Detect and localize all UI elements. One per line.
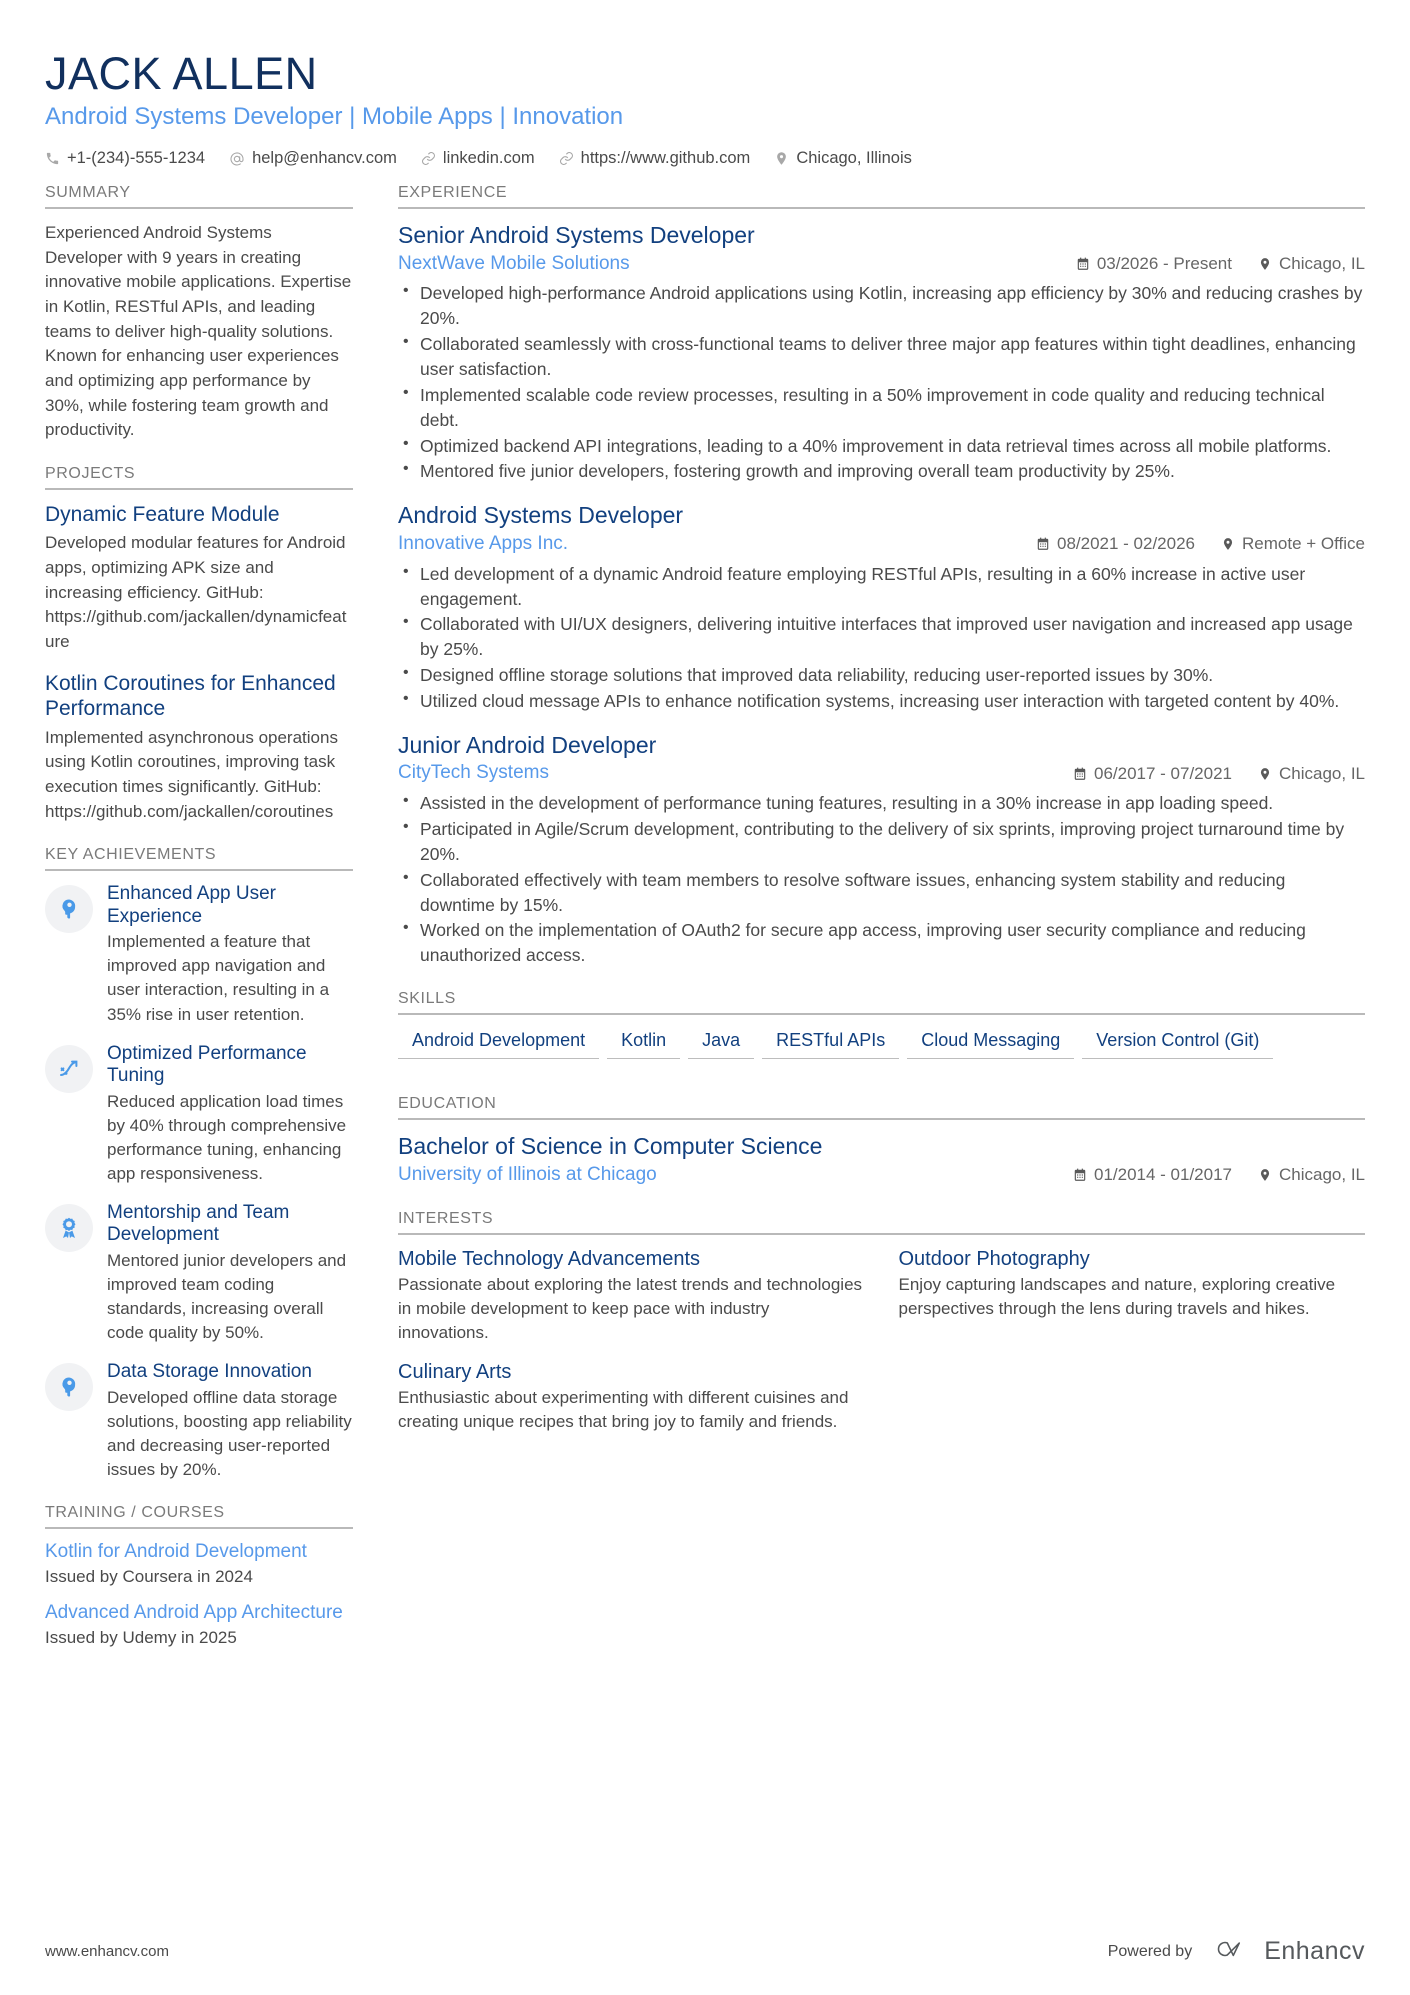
interests-column-left xyxy=(398,1247,865,1450)
skill-chip: Kotlin xyxy=(607,1027,680,1059)
achievement-description: Implemented a feature that improved app navigation and user interaction, resulting in a 35% rise in user retention. xyxy=(107,932,330,1024)
achievement-description: Mentored junior developers and improved team coding standards, increasing overall code quality by 50%. xyxy=(107,1250,347,1343)
interest-title: Mobile Technology Advancements xyxy=(398,1247,701,1270)
job-bullets xyxy=(398,562,1365,714)
achievement-item xyxy=(45,1043,353,1186)
summary-text: Experienced Android Systems Developer with 9 years in creating innovative mobile applications. Expertise in Kotlin, RESTful APIs, and leading teams to deliver high-quality solutions. Known for enhancing user experiences and optimizing app performance by 30%, while fostering team growth and productivity. xyxy=(45,223,352,440)
project-title[interactable]: Kotlin Coroutines for Enhanced Performance xyxy=(45,671,336,721)
job-bullet: • Collaborated effectively with team members to resolve software issues, enhancing system stability and reducing downtime by 15%. xyxy=(398,868,1365,918)
interest-title: Culinary Arts xyxy=(398,1360,512,1383)
contact-github[interactable] xyxy=(559,149,751,168)
job-bullets xyxy=(398,281,1365,484)
interest-item xyxy=(398,1360,865,1434)
contact-location-text: Chicago, Illinois xyxy=(796,149,912,168)
job-location xyxy=(1258,764,1365,784)
job-bullet: • Implemented scalable code review processes, resulting in a 50% improvement in code quality and reducing technical debt. xyxy=(398,383,1365,433)
resume-header xyxy=(45,50,1365,168)
job-bullet: • Led development of a dynamic Android feature employing RESTful APIs, resulting in a 60% increase in active user engagement. xyxy=(398,562,1365,612)
enhancv-logo-icon xyxy=(1208,1936,1254,1967)
contact-row xyxy=(45,149,1365,168)
experience-item xyxy=(398,221,1365,484)
job-location-text: Chicago, IL xyxy=(1279,254,1365,274)
course-item xyxy=(45,1541,353,1589)
section-projects xyxy=(45,465,353,825)
section-heading-summary: SUMMARY xyxy=(45,184,353,209)
achievement-body xyxy=(107,1361,353,1482)
job-company[interactable]: NextWave Mobile Solutions xyxy=(398,252,630,274)
education-degree: Bachelor of Science in Computer Science xyxy=(398,1133,823,1160)
job-dates-text: 08/2021 - 02/2026 xyxy=(1056,534,1195,554)
education-location xyxy=(1258,1165,1365,1185)
achievement-body xyxy=(107,883,353,1026)
job-bullets xyxy=(398,791,1365,968)
section-education xyxy=(398,1095,1365,1187)
education-dates xyxy=(1073,1165,1232,1185)
course-item xyxy=(45,1602,353,1650)
job-bullet: • Collaborated with UI/UX designers, delivering intuitive interfaces that improved user navigation and increased app usage by 25%. xyxy=(398,612,1365,662)
contact-github-text: https://www.github.com xyxy=(580,149,751,168)
job-dates xyxy=(1036,534,1195,554)
resume-body xyxy=(45,184,1365,1671)
job-meta-right xyxy=(1047,764,1365,784)
section-heading-skills: SKILLS xyxy=(398,990,1365,1015)
achievement-description: Reduced application load times by 40% through comprehensive performance tuning, enhancing app responsiveness. xyxy=(107,1091,347,1183)
at-sign-icon xyxy=(229,151,245,167)
achievement-title: Optimized Performance Tuning xyxy=(107,1042,307,1087)
achievement-description: Developed offline data storage solutions, boosting app reliability and decreasing user-reported issues by 20%. xyxy=(107,1387,352,1480)
achievement-item xyxy=(45,1361,353,1482)
interests-grid xyxy=(398,1247,1365,1450)
skills-list xyxy=(398,1027,1365,1073)
job-company[interactable]: CityTech Systems xyxy=(398,762,549,784)
course-title[interactable]: Kotlin for Android Development xyxy=(45,1541,307,1563)
link-icon xyxy=(559,151,574,166)
job-title: Android Systems Developer xyxy=(398,502,684,529)
interest-description: Passionate about exploring the latest trends and technologies in mobile development to keep pace with industry innovations. xyxy=(398,1274,863,1342)
contact-linkedin-text: linkedin.com xyxy=(442,149,535,168)
job-dates xyxy=(1076,254,1232,274)
award-ribbon-icon xyxy=(45,1204,93,1252)
education-meta xyxy=(398,1163,1365,1188)
education-school[interactable]: University of Illinois at Chicago xyxy=(398,1163,657,1185)
job-location-text: Chicago, IL xyxy=(1279,763,1365,783)
calendar-icon xyxy=(1036,537,1050,551)
main-column xyxy=(375,184,1365,1471)
job-title: Senior Android Systems Developer xyxy=(398,222,755,249)
section-experience xyxy=(398,184,1365,968)
footer-url[interactable]: www.enhancv.com xyxy=(45,1943,169,1960)
education-dates-text: 01/2014 - 01/2017 xyxy=(1093,1165,1232,1185)
job-bullet: • Developed high-performance Android applications using Kotlin, increasing app efficiency by 30% and reducing crashes by 20%. xyxy=(398,281,1365,331)
section-heading-interests: INTERESTS xyxy=(398,1210,1365,1235)
job-bullet: • Utilized cloud message APIs to enhance notification systems, increasing user interaction with targeted content by 40%. xyxy=(398,689,1365,714)
achievement-item xyxy=(45,883,353,1026)
section-heading-experience: EXPERIENCE xyxy=(398,184,1365,209)
page-title: JACK ALLEN xyxy=(45,48,318,99)
project-item xyxy=(45,502,353,655)
sidebar-column xyxy=(45,184,375,1671)
interest-item xyxy=(398,1247,865,1345)
contact-email-text: help@enhancv.com xyxy=(252,149,397,168)
page-footer xyxy=(45,1936,1365,1967)
education-meta-right xyxy=(1047,1165,1365,1185)
job-bullet: • Worked on the implementation of OAuth2 for secure app access, improving user security compliance and reducing unauthorized access. xyxy=(398,918,1365,968)
section-skills xyxy=(398,990,1365,1073)
headline: Android Systems Developer | Mobile Apps | Innovation xyxy=(45,103,624,131)
brand-name: Enhancv xyxy=(1264,1937,1365,1965)
location-pin-icon xyxy=(1258,257,1272,271)
interest-title: Outdoor Photography xyxy=(898,1247,1090,1270)
skill-chip: Cloud Messaging xyxy=(907,1027,1074,1059)
job-dates-text: 03/2026 - Present xyxy=(1096,254,1232,274)
job-meta xyxy=(398,761,1365,786)
achievement-body xyxy=(107,1202,353,1345)
course-title[interactable]: Advanced Android App Architecture xyxy=(45,1601,343,1623)
section-heading-key-achievements: KEY ACHIEVEMENTS xyxy=(45,846,353,871)
skill-chip: Version Control (Git) xyxy=(1082,1027,1273,1059)
user-head-idea-icon xyxy=(45,885,93,933)
job-bullet: • Collaborated seamlessly with cross-functional teams to deliver three major app features within tight deadlines, enhancing user satisfaction. xyxy=(398,332,1365,382)
job-meta xyxy=(398,252,1365,277)
education-location-text: Chicago, IL xyxy=(1279,1165,1365,1185)
location-pin-icon xyxy=(1258,767,1272,781)
section-training-courses xyxy=(45,1504,353,1649)
contact-location xyxy=(774,149,912,168)
experience-item xyxy=(398,731,1365,968)
section-key-achievements xyxy=(45,846,353,1482)
job-company[interactable]: Innovative Apps Inc. xyxy=(398,532,569,554)
achievement-item xyxy=(45,1202,353,1345)
contact-linkedin[interactable] xyxy=(421,149,535,168)
achievement-title: Data Storage Innovation xyxy=(107,1361,312,1383)
job-title: Junior Android Developer xyxy=(398,731,657,758)
interest-description: Enthusiastic about experimenting with different cuisines and creating unique recipes that bring joy to family and friends. xyxy=(398,1387,849,1432)
contact-phone[interactable] xyxy=(45,149,205,168)
project-description: Developed modular features for Android apps, optimizing APK size and increasing efficiency. GitHub: https://github.com/jackallen/dynamicfeature xyxy=(45,533,347,651)
job-bullet: • Optimized backend API integrations, leading to a 40% improvement in data retrieval times across all mobile platforms. xyxy=(398,434,1365,459)
job-location xyxy=(1221,534,1365,554)
project-item xyxy=(45,671,353,825)
skill-chip: Java xyxy=(688,1027,754,1059)
achievement-body xyxy=(107,1043,353,1186)
job-location xyxy=(1258,254,1365,274)
location-pin-icon xyxy=(1221,537,1235,551)
calendar-icon xyxy=(1076,257,1090,271)
job-bullet: • Participated in Agile/Scrum development, contributing to the delivery of six sprints, improving project turnaround time by 20%. xyxy=(398,817,1365,867)
trend-arrow-icon xyxy=(45,1045,93,1093)
calendar-icon xyxy=(1073,1168,1087,1182)
section-heading-education: EDUCATION xyxy=(398,1095,1365,1120)
brand-lockup xyxy=(1208,1936,1365,1967)
section-interests xyxy=(398,1210,1365,1450)
footer-branding xyxy=(1108,1936,1365,1967)
calendar-icon xyxy=(1073,767,1087,781)
interest-description: Enjoy capturing landscapes and nature, exploring creative perspectives through the lens during travels and hikes. xyxy=(898,1274,1336,1318)
project-description: Implemented asynchronous operations using Kotlin coroutines, improving task execution times significantly. GitHub: https://github.com/jackallen/coroutines xyxy=(45,727,338,821)
experience-item xyxy=(398,501,1365,714)
job-location-text: Remote + Office xyxy=(1242,534,1365,554)
job-meta-right xyxy=(1010,534,1365,554)
job-bullet: • Assisted in the development of performance tuning features, resulting in a 30% increase in app loading speed. xyxy=(398,791,1365,816)
interest-item xyxy=(899,1247,1366,1321)
interests-column-right xyxy=(899,1247,1366,1450)
contact-email[interactable] xyxy=(229,149,397,168)
achievement-title: Mentorship and Team Development xyxy=(107,1202,290,1246)
skill-chip: RESTful APIs xyxy=(762,1027,899,1059)
course-issuer: Issued by Udemy in 2025 xyxy=(45,1627,237,1647)
section-summary xyxy=(45,184,353,443)
job-bullet: • Designed offline storage solutions that improved data reliability, reducing user-reported issues by 30%. xyxy=(398,663,1365,688)
skill-chip: Android Development xyxy=(398,1027,599,1059)
project-title[interactable]: Dynamic Feature Module xyxy=(45,502,280,526)
course-issuer: Issued by Coursera in 2024 xyxy=(45,1567,253,1587)
powered-by-label: Powered by xyxy=(1107,1942,1193,1960)
phone-icon xyxy=(45,151,60,166)
job-bullet: • Mentored five junior developers, fostering growth and improving overall team productivity by 25%. xyxy=(398,459,1365,484)
link-icon xyxy=(421,151,436,166)
section-heading-training-courses: TRAINING / COURSES xyxy=(45,1504,353,1529)
education-item xyxy=(398,1132,1365,1187)
achievement-title: Enhanced App User Experience xyxy=(107,883,277,927)
job-meta-right xyxy=(1050,254,1365,274)
section-heading-projects: PROJECTS xyxy=(45,465,353,490)
contact-phone-text: +1-(234)-555-1234 xyxy=(67,149,206,168)
location-pin-icon xyxy=(1258,1168,1272,1182)
job-dates xyxy=(1073,764,1232,784)
job-meta xyxy=(398,532,1365,557)
user-head-idea-icon xyxy=(45,1363,93,1411)
job-dates-text: 06/2017 - 07/2021 xyxy=(1093,763,1232,783)
location-pin-icon xyxy=(774,151,789,166)
